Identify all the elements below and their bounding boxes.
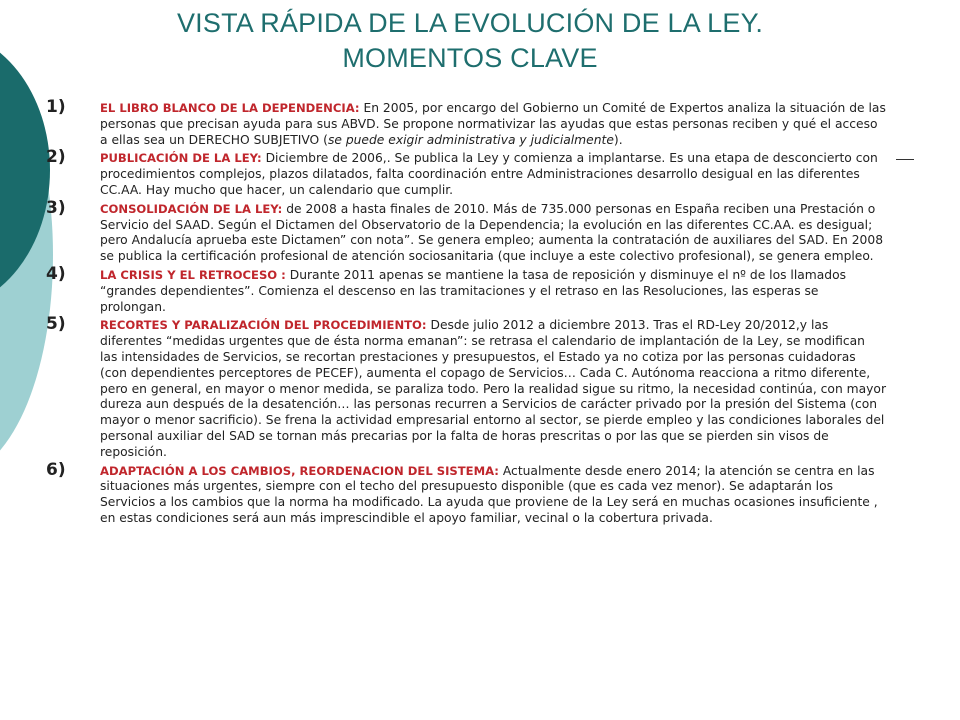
item-heading: CONSOLIDACIÓN DE LA LEY: [100,201,283,216]
item-number: 6) [46,459,66,480]
item-heading: PUBLICACIÓN DE LA LEY: [100,151,262,166]
list-item-2 [46,147,886,198]
list-item-6 [46,459,886,527]
item-number: 2) [46,147,66,168]
item-body: Diciembre de 2006,. Se publica la Ley y comienza a implantarse. Es una etapa de desconcierto con procedimientos complejos, plazos dilatados, falta coordinación entre Administraciones desarrollo desigual en las diferentes CC.AA. Hay mucho que hacer, un calendario que cumplir. [100,151,878,197]
item-number: 4) [46,263,66,284]
item-body: En 2005, por encargo del Gobierno un Comité de Expertos analiza la situación de las personas que precisan ayuda para sus ABVD. Se propone normativizar las ayudas que estas personas reciben y qué el acceso a ellas sea un DERECHO SUBJETIVO ( [100,101,886,147]
item-heading: LA CRISIS Y EL RETROCESO : [100,267,286,282]
title-line-1: VISTA RÁPIDA DE LA EVOLUCIÓN DE LA LEY. [176,8,764,38]
item-text [100,101,886,148]
item-body: de 2008 a hasta finales de 2010. Más de 735.000 personas en España reciben una Prestación o Servicio del SAAD. Según el Dictamen del Observatorio de la Dependencia; la evolución en las diferentes CC.AA. es desigual; pero Andalucía aprueba este Dictamen” con nota”. Se genera empleo; aumenta la contratación de auxiliares del SAD. En 2008 se publica la certificación profesional de atención sociosanitaria (que incluye a este colectivo profesional), se genera empleo. [100,201,884,264]
item-text [100,318,886,460]
item-body: Actualmente desde enero 2014; la atención se centra en las situaciones más urgentes, siempre con el techo del presupuesto disponible (que es cada vez menor). Se adaptarán los Servicios a los cambios que la norma ha modificado. La ayuda que proviene de la Ley será en muchas ocasiones insuficiente , en estas condiciones será aun más imprescindible el apoyo familiar, vecinal o la cobertura privada. [100,463,878,525]
decorative-dash [896,159,914,160]
item-heading: RECORTES Y PARALIZACIÓN DEL PROCEDIMIENTO: [100,318,427,333]
item-tail: ). [613,132,623,147]
list-item-3 [46,197,886,265]
item-text [100,464,886,527]
item-number: 1) [46,97,66,117]
item-body: Desde julio 2012 a diciembre 2013. Tras el RD-Ley 20/2012,y las diferentes “medidas urgentes que de ésta norma emanan”: se retrasa el calendario de implantación de la Ley, se modifican las intensidades de Servicios, se recortan prestaciones y presupuestos, el Estado ya no cotiza por las personas cuidadoras (con dependientes perceptores de PECEF), aumenta el copago de Servicios… Cada C. Autónoma reacciona a ritmo diferente, pero en general, en mayor o menor medida, se paraliza todo. Pero la realidad sigue su ritmo, la necesidad continúa, con mayor dureza aun después de la desatención… las personas recurren a Servicios de carácter privado por la presión del Sistema (con mayor o menor sacrificio). Se frena la actividad empresarial entorno al sector, se pierde empleo y las condiciones laborales del personal auxiliar del SAD se tornan más precarias por la falta de horas prescritas o por las que se pierden sin visos de reposición. [100,318,887,459]
list-item-4 [46,263,886,315]
item-text [100,268,886,315]
item-body: Durante 2011 apenas se mantiene la tasa de reposición y disminuye el nº de los llamados “grandes dependientes”. Comienza el descenso en las tramitaciones y el retraso en las Resoluciones, las esperas se prolongan. [100,267,847,314]
key-moments-list [46,97,887,530]
slide-title [90,6,850,76]
item-number: 3) [46,197,66,218]
title-line-2: MOMENTOS CLAVE [342,43,598,73]
item-heading: EL LIBRO BLANCO DE LA DEPENDENCIA: [100,101,360,115]
item-italic: se puede exigir administrativa y judicialmente [327,132,614,147]
list-item-1 [46,97,886,148]
item-heading: ADAPTACIÓN A LOS CAMBIOS, REORDENACION DEL SISTEMA: [100,463,499,478]
item-number: 5) [46,314,66,335]
list-item-5 [46,314,887,460]
item-text [100,151,886,198]
item-text [100,202,886,265]
